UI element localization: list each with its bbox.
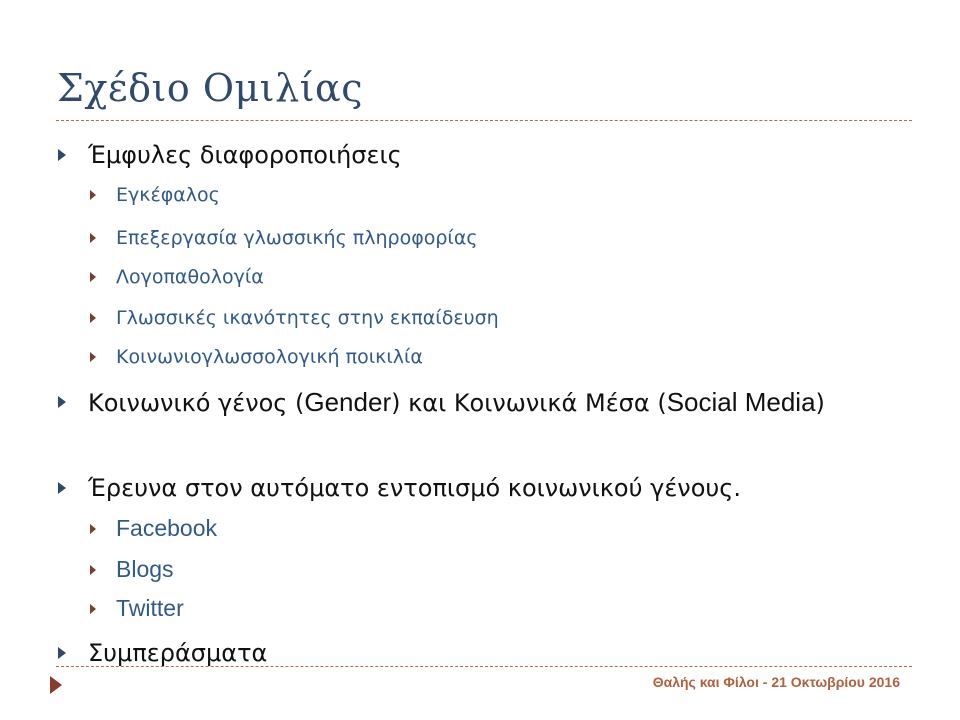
sub-item-1-2: Επεξεργασία γλωσσικής πληροφορίας (116, 227, 478, 249)
bullet-arrow-icon (58, 149, 66, 161)
title-divider (56, 120, 912, 121)
bullet-item-2 (88, 384, 848, 421)
sub-item-1-3: Λογοπαθολογία (116, 266, 264, 288)
sub-bullet-arrow-icon (90, 190, 96, 200)
sub-item-3-3: Twitter (116, 595, 184, 621)
bullet-arrow-icon (58, 482, 66, 494)
sub-item-1-4: Γλωσσικές ικανότητες στην εκπαίδευση (116, 307, 499, 329)
item-2-gender: Gender (304, 387, 392, 417)
sub-item-3-1: Facebook (116, 515, 218, 541)
sub-bullet-arrow-icon (90, 604, 96, 614)
bullet-item-3: Έρευνα στον αυτόματο εντοπισμό κοινωνικού γένους. (88, 474, 741, 502)
sub-item-3-2: Blogs (116, 556, 174, 582)
sub-bullet-arrow-icon (90, 272, 96, 282)
bullet-item-1: Έμφυλες διαφοροποιήσεις (88, 141, 402, 169)
sub-item-1-5: Κοινωνιογλωσσολογική ποικιλία (116, 346, 423, 368)
bullet-arrow-icon (58, 647, 66, 659)
sub-bullet-arrow-icon (90, 313, 96, 323)
item-2-part-5: ) (815, 389, 825, 417)
sub-bullet-arrow-icon (90, 352, 96, 362)
sub-bullet-arrow-icon (90, 233, 96, 243)
slide-footer: Θαλής και Φίλοι - 21 Οκτωβρίου 2016 (652, 674, 900, 690)
slide-title: Σχέδιο Ομιλίας (57, 66, 363, 110)
bullet-arrow-icon (58, 396, 66, 408)
footer-arrow-icon (50, 676, 62, 694)
item-2-social-media: Social Media (666, 387, 816, 417)
item-2-part-3: ) και Κοινωνικά Μέσα ( (391, 389, 667, 417)
sub-item-1-1: Εγκέφαλος (116, 184, 220, 206)
bullet-item-4: Συμπεράσματα (88, 639, 268, 667)
sub-bullet-arrow-icon (90, 565, 96, 575)
sub-bullet-arrow-icon (90, 524, 96, 534)
footer-divider (56, 666, 912, 667)
item-2-part-1: Κοινωνικό γένος ( (88, 389, 305, 417)
